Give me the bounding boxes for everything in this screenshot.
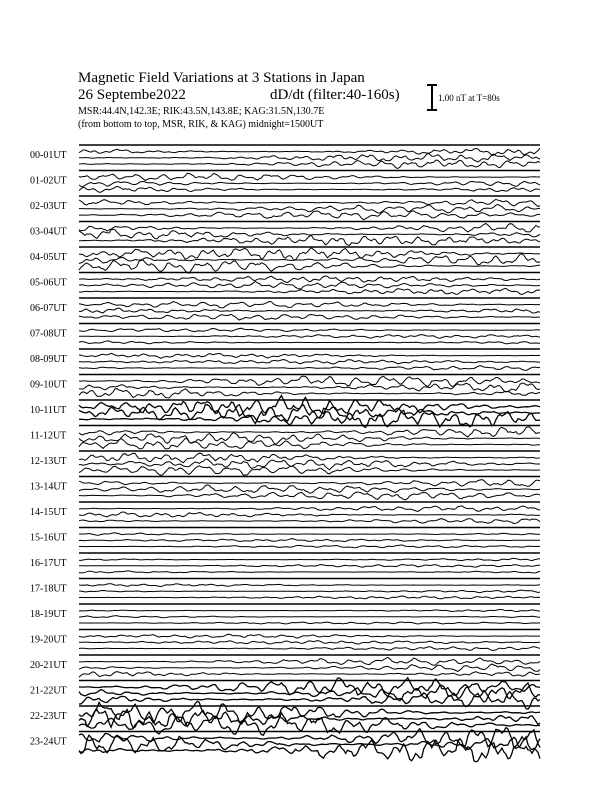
hour-row [30, 145, 540, 168]
trace-msr [79, 622, 540, 624]
trace-msr [79, 389, 540, 398]
hour-row [30, 247, 540, 273]
hour-row [30, 528, 540, 548]
hour-row [30, 451, 540, 476]
trace-msr [79, 519, 540, 524]
hour-row [30, 273, 540, 295]
trace-kag [79, 480, 540, 487]
trace-msr [79, 466, 540, 476]
trace-rik [79, 590, 540, 593]
trace-msr [79, 314, 540, 320]
trace-rik [79, 153, 540, 162]
trace-rik [79, 335, 540, 339]
trace-msr [79, 288, 540, 294]
trace-kag [79, 558, 540, 561]
hour-label: 08-09UT [30, 354, 67, 365]
hour-row [30, 396, 540, 428]
hour-label: 11-12UT [30, 430, 67, 442]
trace-msr [79, 438, 540, 449]
trace-kag [79, 301, 540, 308]
trace-rik [79, 616, 540, 618]
hour-row [30, 728, 540, 762]
trace-kag [79, 506, 540, 512]
hour-row [30, 630, 540, 651]
trace-rik [79, 308, 540, 313]
trace-kag [79, 610, 540, 612]
hour-label: 15-16UT [30, 532, 67, 544]
trace-msr [79, 186, 540, 192]
hour-label: 14-15UT [30, 507, 67, 518]
trace-rik [79, 254, 540, 265]
chart-date: 26 Septembe2022 [78, 87, 186, 103]
trace-rik [79, 485, 540, 493]
hour-label: 19-20UT [30, 634, 67, 646]
hour-row [30, 678, 540, 709]
hour-row [30, 553, 540, 573]
hour-label: 22-23UT [30, 711, 67, 722]
trace-msr [79, 672, 540, 678]
trace-rik [79, 664, 540, 671]
trace-rik [79, 641, 540, 644]
hour-label: 20-21UT [30, 660, 67, 671]
trace-kag [79, 584, 540, 587]
trace-msr [79, 545, 540, 548]
hour-label: 12-13UT [30, 456, 67, 467]
trace-kag [79, 353, 540, 358]
hour-row [30, 701, 540, 735]
scale-bar-label: 1.00 nT at T=80s [438, 93, 500, 103]
trace-msr [79, 596, 540, 599]
trace-rik [79, 565, 540, 568]
hour-label: 04-05UT [30, 252, 67, 263]
hour-label: 10-11UT [30, 405, 67, 416]
hour-row [30, 502, 540, 524]
hour-row [30, 222, 540, 246]
hour-row [30, 604, 540, 624]
trace-kag [79, 658, 540, 666]
hour-label: 07-08UT [30, 328, 67, 340]
chart-filter: dD/dt (filter:40-160s) [270, 87, 400, 103]
trace-msr [79, 211, 540, 220]
trace-kag [79, 376, 540, 386]
trace-msr [79, 366, 540, 371]
trace-msr [79, 647, 540, 651]
hour-label: 09-10UT [30, 379, 67, 391]
trace-msr [79, 341, 540, 344]
hour-label: 00-01UT [30, 150, 67, 161]
hour-label: 17-18UT [30, 583, 67, 595]
trace-rik [79, 539, 540, 542]
trace-kag [79, 533, 540, 535]
hour-label: 23-24UT [30, 736, 67, 748]
hour-row [30, 298, 540, 320]
hour-row [30, 171, 540, 193]
hour-label: 21-22UT [30, 685, 67, 697]
trace-kag [79, 427, 540, 437]
hour-row [30, 349, 540, 370]
station-order-note: (from bottom to top, MSR, RIK, & KAG) midnight=1500UT [78, 119, 324, 130]
trace-kag [79, 634, 540, 638]
trace-kag [79, 276, 540, 283]
hour-label: 02-03UT [30, 201, 67, 212]
hour-label: 13-14UT [30, 481, 67, 493]
trace-kag [79, 148, 540, 156]
trace-msr [79, 160, 540, 168]
trace-msr [79, 235, 540, 245]
trace-kag [79, 328, 540, 331]
hour-row [30, 426, 540, 449]
trace-msr [79, 260, 540, 273]
trace-rik [79, 282, 540, 290]
hour-label: 06-07UT [30, 303, 67, 314]
hour-label: 16-17UT [30, 558, 67, 569]
hour-label: 18-19UT [30, 609, 67, 620]
hour-label: 05-06UT [30, 277, 67, 289]
hour-label: 01-02UT [30, 175, 67, 187]
hour-row [30, 196, 540, 220]
trace-rik [79, 181, 540, 186]
hour-row [30, 477, 540, 500]
trace-rik [79, 204, 540, 213]
hour-row [30, 375, 540, 399]
trace-rik [79, 512, 540, 517]
hour-row [30, 324, 540, 344]
hour-row [30, 579, 540, 599]
trace-msr [79, 571, 540, 573]
chart-title: Magnetic Field Variations at 3 Stations in Japan [78, 70, 365, 86]
trace-kag [79, 453, 540, 463]
station-coordinates: MSR:44.4N,142.3E; RIK:43.5N,143.8E; KAG:31.5N,130.7E [78, 106, 325, 117]
trace-kag [79, 199, 540, 206]
trace-kag [79, 173, 540, 180]
trace-rik [79, 360, 540, 365]
trace-rik [79, 383, 540, 392]
trace-kag [79, 224, 540, 233]
hour-label: 03-04UT [30, 226, 67, 238]
hour-row [30, 655, 540, 677]
